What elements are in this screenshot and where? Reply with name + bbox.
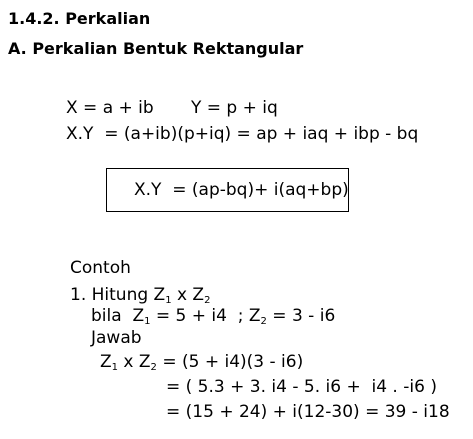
times-z: x Z <box>171 285 205 305</box>
given-values <box>91 308 335 325</box>
y-definition: Y = p + iq <box>191 98 278 118</box>
given-z1: = 5 + i4 ; Z <box>150 306 261 326</box>
given-z2: = 3 - i6 <box>266 306 336 326</box>
section-number-title: 1.4.2. Perkalian <box>8 9 151 28</box>
z2-subscript: 2 <box>204 295 211 306</box>
calc1-sub2: 2 <box>150 362 157 373</box>
example-item-1 <box>70 287 210 304</box>
xy-expansion: X.Y = (a+ib)(p+iq) = ap + iaq + ibp - bq <box>66 124 419 144</box>
calc1-sub1: 1 <box>111 362 119 373</box>
calc-line-2: = ( 5.3 + 3. i4 - 5. i6 + i4 . -i6 ) <box>166 377 437 397</box>
x-definition: X = a + ib <box>66 98 154 118</box>
calc1-rest: = (5 + i4)(3 - i6) <box>156 352 304 372</box>
example-heading: Contoh <box>70 258 131 278</box>
answer-label: Jawab <box>91 328 142 348</box>
given-sub1: 1 <box>144 316 151 327</box>
calc-line-3: = (15 + 24) + i(12-30) = 39 - i18 <box>166 402 450 422</box>
given-prefix: bila Z <box>91 306 145 326</box>
calc-line-1 <box>100 354 303 371</box>
section-subtitle: A. Perkalian Bentuk Rektangular <box>8 39 304 58</box>
z1-subscript: 1 <box>165 295 172 306</box>
boxed-formula: X.Y = (ap-bq)+ i(aq+bp) <box>134 180 349 200</box>
calc1-prefix: Z <box>100 352 112 372</box>
calc1-mid: x Z <box>118 352 151 372</box>
item1-prefix: 1. Hitung Z <box>70 285 166 305</box>
given-sub2: 2 <box>260 316 267 327</box>
